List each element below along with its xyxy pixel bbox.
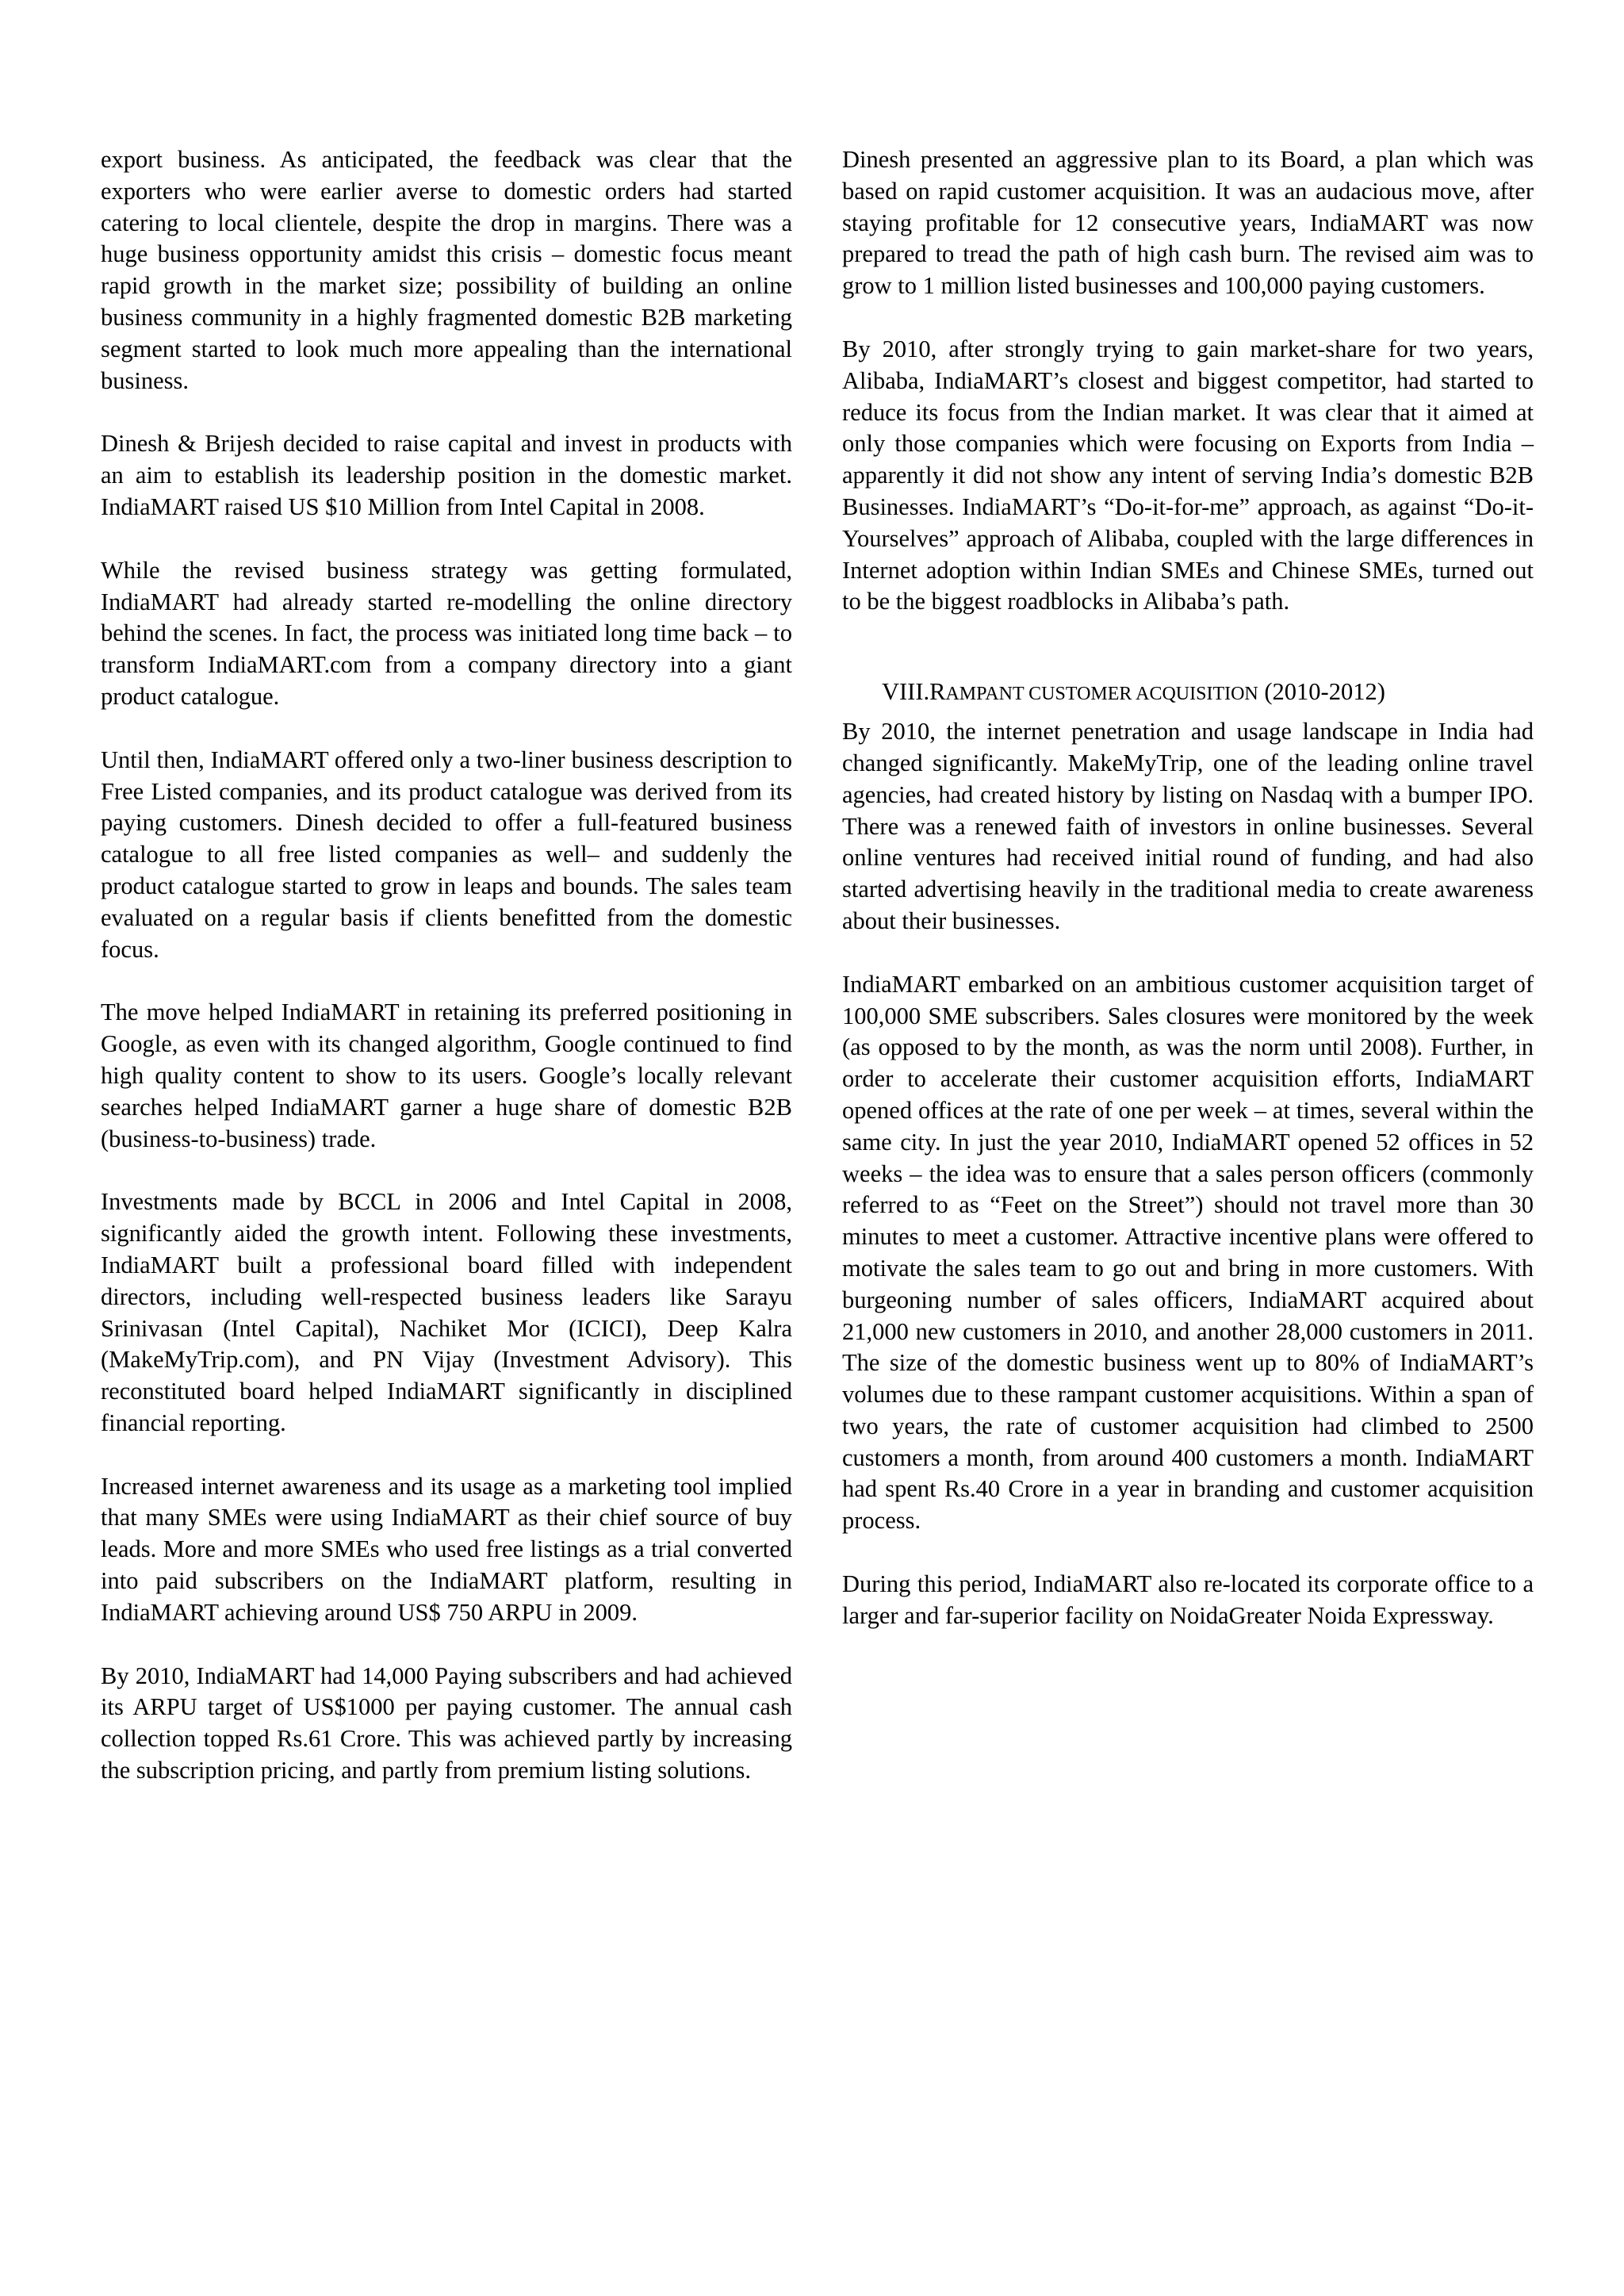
paragraph: Dinesh presented an aggressive plan to its Board, a plan which was based on rapid customer acquisition. It was an audacious move, after staying profitable for 12 consecutive years, IndiaMART was now prepared to tread the path of high cash burn. The revised aim was to grow to 1 million listed businesses and 100,000 paying customers. bbox=[842, 146, 1534, 300]
paragraph: export business. As anticipated, the feedback was clear that the exporters who were earlier averse to domestic orders had started catering to local clientele, despite the drop in margins. There was a huge business opportunity amidst this crisis – domestic focus meant rapid growth in the market size; possibility of building an online business community in a highly fragmented domestic B2B marketing segment started to look much more appealing than the international business. bbox=[101, 146, 792, 394]
section-heading bbox=[842, 676, 1534, 710]
paragraph: Dinesh & Brijesh decided to raise capital and invest in products with an aim to establish its leadership position in the domestic market. IndiaMART raised US $10 Million from Intel Capital in 2008. bbox=[101, 430, 792, 520]
paragraph: While the revised business strategy was getting formulated, IndiaMART had already started re-modelling the online directory behind the scenes. In fact, the process was initiated long time back – to transform IndiaMART.com from a company directory into a giant product catalogue. bbox=[101, 556, 792, 710]
section-number: VIII. bbox=[882, 678, 930, 706]
paragraph: By 2010, the internet penetration and usage landscape in India had changed significantly. MakeMyTrip, one of the leading online travel agencies, had created history by listing on Nasdaq with a bumper IPO. There was a renewed faith of investors in online businesses. Several online ventures had received initial round of funding, and had also started advertising heavily in the traditional media to create awareness about their businesses. bbox=[842, 718, 1534, 934]
section-title-smallcaps: AMPANT CUSTOMER ACQUISITION bbox=[945, 684, 1258, 705]
paragraph: Increased internet awareness and its usage as a marketing tool implied that many SMEs were using IndiaMART as their chief source of buy leads. More and more SMEs who used free listings as a trial converted into paid subscribers on the IndiaMART platform, resulting in IndiaMART achieving around US$ 750 ARPU in 2009. bbox=[101, 1472, 792, 1626]
paragraph: The move helped IndiaMART in retaining its preferred positioning in Google, as even with its changed algorithm, Google continued to find high quality content to show to its users. Google’s locally relevant searches helped IndiaMART garner a huge share of domestic B2B (business-to-business) trade. bbox=[101, 999, 792, 1152]
paragraph: During this period, IndiaMART also re-located its corporate office to a larger and far-superior facility on NoidaGreater Noida Expressway. bbox=[842, 1570, 1534, 1629]
paragraph: By 2010, IndiaMART had 14,000 Paying subscribers and had achieved its ARPU target of US$1000 per paying customer. The annual cash collection topped Rs.61 Crore. This was achieved partly by increasing the subscription pricing, and partly from premium listing solutions. bbox=[101, 1662, 792, 1784]
paragraph: By 2010, after strongly trying to gain market-share for two years, Alibaba, IndiaMART’s closest and biggest competitor, had started to reduce its focus from the Indian market. It was clear that it aimed at only those companies which were focusing on Exports from India – apparently it did not show any intent of serving India’s domestic B2B Businesses. IndiaMART’s “Do-it-for-me” approach, as against “Do-it-Yourselves” approach of Alibaba, coupled with the large differences in Internet adoption within Indian SMEs and Chinese SMEs, turned out to be the biggest roadblocks in Alibaba’s path. bbox=[842, 335, 1534, 615]
left-column bbox=[101, 144, 792, 1819]
paragraph: IndiaMART embarked on an ambitious customer acquisition target of 100,000 SME subscribers. Sales closures were monitored by the week (as opposed to by the month, as was the norm until 2008). Further, in order to accelerate their customer acquisition efforts, IndiaMART opened offices at the rate of one per week – at times, several within the same city. In just the year 2010, IndiaMART opened 52 offices in 52 weeks – the idea was to ensure that a sales person officers (commonly referred to as “Feet on the Street”) should not travel more than 30 minutes to meet a customer. Attractive incentive plans were offered to motivate the sales team to go out and bring in more customers. With burgeoning number of sales officers, IndiaMART acquired about 21,000 new customers in 2010, and another 28,000 customers in 2011. The size of the domestic business went up to 80% of IndiaMART’s volumes due to these rampant customer acquisitions. Within a span of two years, the rate of customer acquisition had climbed to 2500 customers a month, from around 400 customers a month. IndiaMART had spent Rs.40 Crore in a year in branding and customer acquisition process. bbox=[842, 970, 1534, 1535]
section-years: (2010-2012) bbox=[1258, 678, 1385, 706]
paragraph: Investments made by BCCL in 2006 and Intel Capital in 2008, significantly aided the growth intent. Following these investments, IndiaMART built a professional board filled with independent directors, including well-respected business leaders like Sarayu Srinivasan (Intel Capital), Nachiket Mor (ICICI), Deep Kalra (MakeMyTrip.com), and PN Vijay (Investment Advisory). This reconstituted board helped IndiaMART significantly in disciplined financial reporting. bbox=[101, 1188, 792, 1436]
section-title-initial: R bbox=[929, 678, 946, 706]
right-column bbox=[842, 144, 1534, 1664]
paragraph: Until then, IndiaMART offered only a two-liner business description to Free Listed companies, and its product catalogue was derived from its paying customers. Dinesh decided to offer a full-featured business catalogue to all free listed companies as well– and suddenly the product catalogue started to grow in leaps and bounds. The sales team evaluated on a regular basis if clients benefitted from the domestic focus. bbox=[101, 746, 792, 963]
